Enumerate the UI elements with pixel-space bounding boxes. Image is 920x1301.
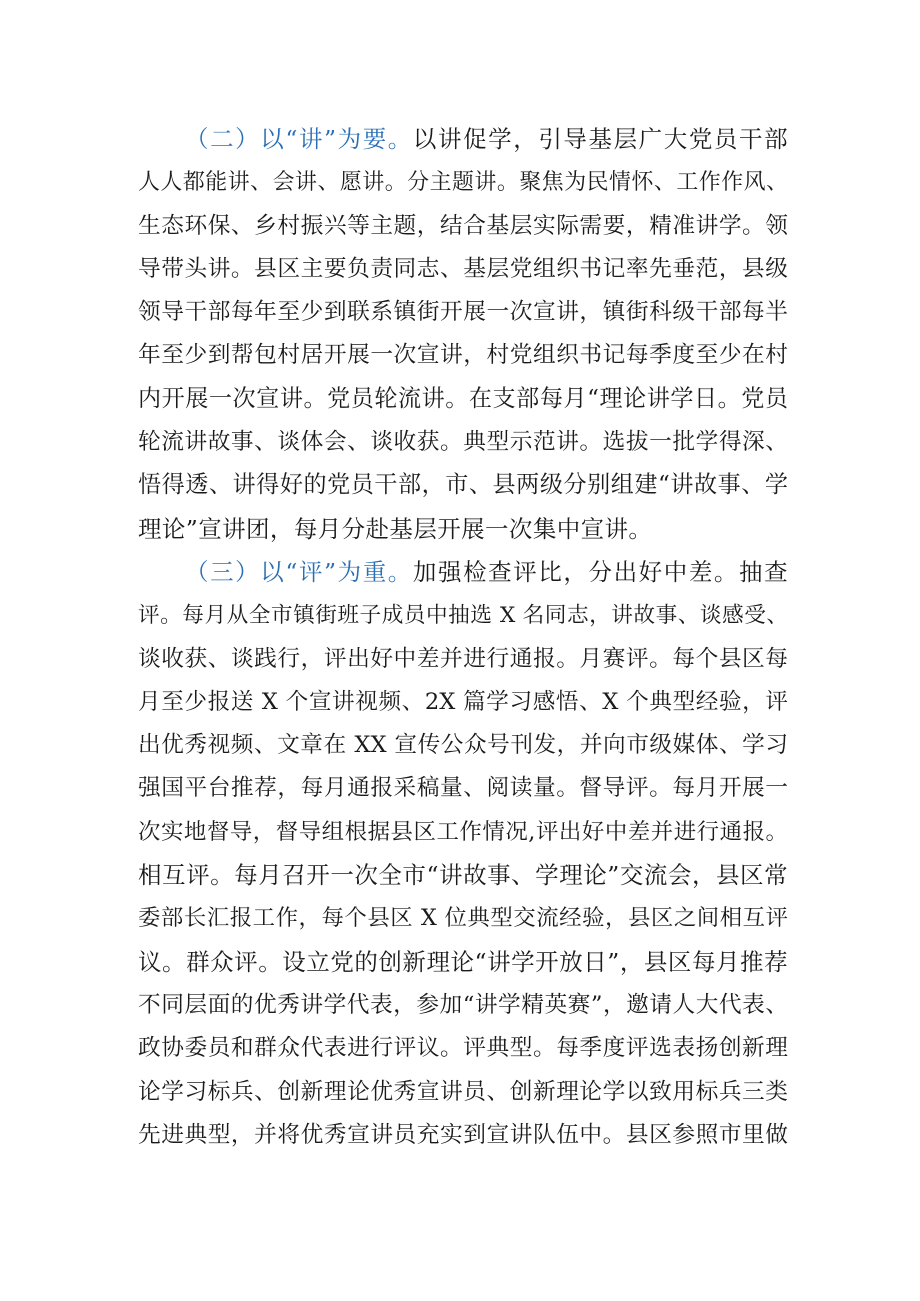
section-3-line-8: 相互评。每月召开一次全市“讲故事、学理论”交流会，县区常 <box>138 861 788 890</box>
document-body <box>138 118 788 1157</box>
section-3-line-14: 先进典型，并将优秀宣讲员充实到宣讲队伍中。县区参照市里做 <box>138 1121 788 1148</box>
section-3-paragraph <box>138 551 788 1157</box>
section-3-line-7: 次实地督导，督导组根据县区工作情况,评出好中差并进行通报。 <box>138 818 788 845</box>
section-3-heading: （三）以“评”为重。 <box>185 557 413 586</box>
section-3-line-1: （三）以“评”为重。加强检查评比，分出好中差。抽查 <box>185 557 788 586</box>
section-2-line-2: 人人都能讲、会讲、愿讲。分主题讲。聚焦为民情怀、工作作风、 <box>138 170 788 196</box>
section-2-line-7: 内开展一次宣讲。党员轮流讲。在支部每月“理论讲学日。党员 <box>138 385 788 412</box>
section-2-line-4: 导带头讲。县区主要负责同志、基层党组织书记率先垂范，县级 <box>138 255 788 282</box>
section-3-line-3: 谈收获、谈践行，评出好中差并进行通报。月赛评。每个县区每 <box>138 645 788 672</box>
section-2-line-1: （二）以“讲”为要。以讲促学，引导基层广大党员干部 <box>185 125 788 153</box>
section-2-line-6: 年至少到帮包村居开展一次宣讲，村党组织书记每季度至少在村 <box>138 342 788 369</box>
section-2-line-8: 轮流讲故事、谈体会、谈收获。典型示范讲。选拔一批学得深、 <box>138 429 788 456</box>
section-3-line-2: 评。每月从全市镇街班子成员中抽选 X 名同志，讲故事、谈感受、 <box>138 603 788 629</box>
section-3-line-4: 月至少报送 X 个宣讲视频、2X 篇学习感悟、X 个典型经验，评 <box>138 688 788 715</box>
section-2-line-3: 生态环保、乡村振兴等主题，结合基层实际需要，精准讲学。领 <box>138 212 788 239</box>
section-3-line-12: 政协委员和群众代表进行评议。评典型。每季度评选表扬创新理 <box>138 1035 788 1062</box>
section-2-line-10: 理论”宣讲团，每月分赴基层开展一次集中宣讲。 <box>138 514 653 543</box>
section-2-paragraph <box>138 118 788 551</box>
section-3-line-5: 出优秀视频、文章在 XX 宣传公众号刊发，并向市级媒体、学习 <box>138 732 788 759</box>
section-3-line-9: 委部长汇报工作，每个县区 X 位典型交流经验，县区之间相互评 <box>138 905 788 932</box>
section-2-heading: （二）以“讲”为要。 <box>185 125 413 153</box>
section-2-line-5: 领导干部每年至少到联系镇街开展一次宣讲，镇街科级干部每半 <box>138 299 788 326</box>
section-2-line-9: 悟得透、讲得好的党员干部，市、县两级分别组建“讲故事、学 <box>138 472 788 499</box>
section-3-line-11: 不同层面的优秀讲学代表，参加“讲学精英赛”，邀请人大代表、 <box>138 991 788 1018</box>
section-3-line-6: 强国平台推荐，每月通报采稿量、阅读量。督导评。每月开展一 <box>138 775 788 802</box>
section-3-line-13: 论学习标兵、创新理论优秀宣讲员、创新理论学以致用标兵三类 <box>138 1078 788 1105</box>
section-3-line-10: 议。群众评。设立党的创新理论“讲学开放日”，县区每月推荐 <box>138 947 788 976</box>
